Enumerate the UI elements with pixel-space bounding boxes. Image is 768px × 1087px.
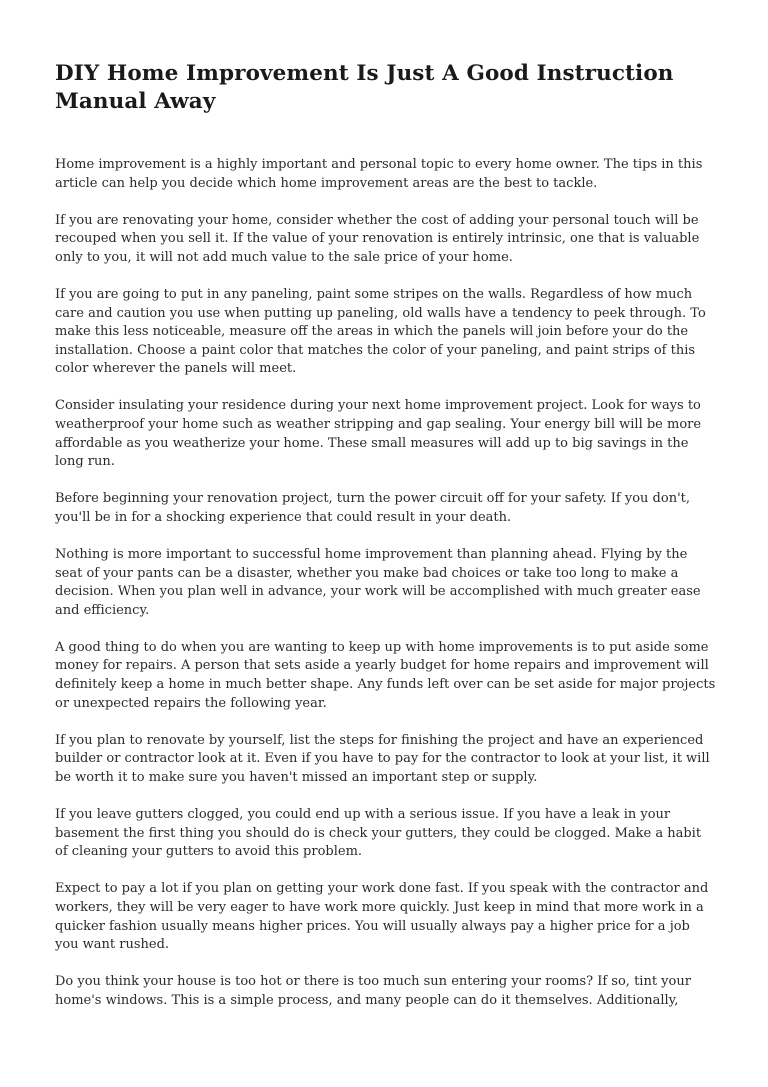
paragraph: Before beginning your renovation project, turn the power circuit off for your safety. If you don't, you'll be in for a shocking experience that could result in your death. xyxy=(55,491,690,525)
paragraph: Do you think your house is too hot or there is too much sun entering your rooms? If so, tint your home's windows. This is a simple process, and many people can do it themselves. Additionally, xyxy=(55,974,691,1008)
document-title: DIY Home Improvement Is Just A Good Instruction Manual Away xyxy=(55,61,674,114)
paragraph: A good thing to do when you are wanting to keep up with home improvements is to put aside some money for repairs. A person that sets aside a yearly budget for home repairs and improvement will definitely keep a home in much better shape. Any funds left over can be set aside for major projects or unexpected repairs the following year. xyxy=(55,639,716,711)
paragraph: If you leave gutters clogged, you could end up with a serious issue. If you have a leak in your basement the first thing you should do is check your gutters, they could be clogged. Make a habit of cleaning your gutters to avoid this problem. xyxy=(55,807,702,860)
paragraph: If you are going to put in any paneling, paint some stripes on the walls. Regardless of how much care and caution you use when putting up paneling, old walls have a tendency to peek through. To make this less noticeable, measure off the areas in which the panels will join before your do the installation. Choose a paint color that matches the color of your paneling, and paint strips of this color wherever the panels will meet. xyxy=(55,286,706,377)
paragraph: Home improvement is a highly important and personal topic to every home owner. The tips in this article can help you decide which home improvement areas are the best to tackle. xyxy=(55,157,703,191)
paragraph: Nothing is more important to successful home improvement than planning ahead. Flying by the seat of your pants can be a disaster, whether you make bad choices or take too long to make a decision. When you plan well in advance, your work will be accomplished with much greater ease and efficiency. xyxy=(55,547,701,618)
document-page xyxy=(55,60,717,1029)
paragraph: Expect to pay a lot if you plan on getting your work done fast. If you speak with the contractor and workers, they will be very eager to have work more quickly. Just keep in mind that more work in a quicker fashion usually means higher prices. You will usually always pay a higher price for a job you want rushed. xyxy=(55,881,709,953)
paragraph: If you are renovating your home, consider whether the cost of adding your personal touch will be recouped when you sell it. If the value of your renovation is entirely intrinsic, one that is valuable only to you, it will not add much value to the sale price of your home. xyxy=(55,212,700,265)
paragraph: If you plan to renovate by yourself, list the steps for finishing the project and have an experienced builder or contractor look at it. Even if you have to pay for the contractor to look at your list, it will be worth it to make sure you haven't missed an important step or supply. xyxy=(55,732,710,785)
paragraph: Consider insulating your residence during your next home improvement project. Look for ways to weatherproof your home such as weather stripping and gap sealing. Your energy bill will be more affordable as you weatherize your home. These small measures will add up to big savings in the long run. xyxy=(55,398,702,470)
